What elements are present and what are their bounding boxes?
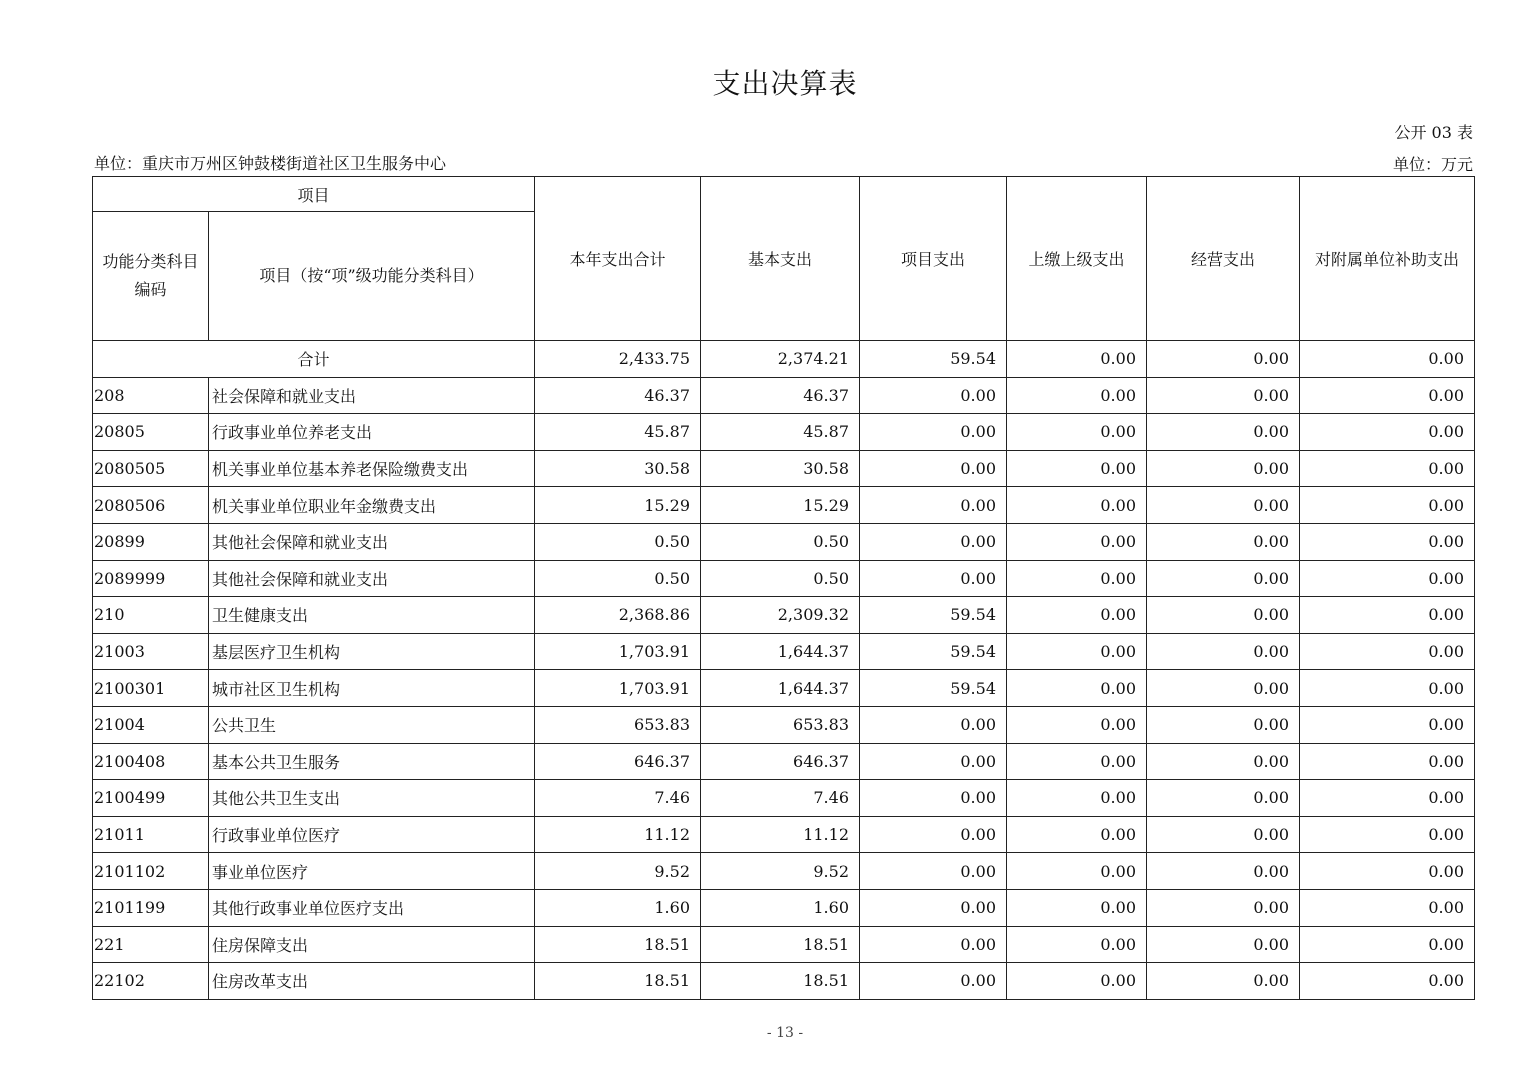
row-value: 46.37 <box>535 377 701 414</box>
row-name: 其他社会保障和就业支出 <box>209 560 535 597</box>
row-name: 基本公共卫生服务 <box>209 743 535 780</box>
row-value: 0.00 <box>1300 670 1475 707</box>
row-value: 0.00 <box>1007 963 1147 1000</box>
row-value: 0.00 <box>860 450 1007 487</box>
row-value: 0.00 <box>860 889 1007 926</box>
row-value: 18.51 <box>701 963 860 1000</box>
row-value: 0.00 <box>1300 597 1475 634</box>
row-value: 653.83 <box>535 706 701 743</box>
row-value: 0.00 <box>860 926 1007 963</box>
row-value: 59.54 <box>860 633 1007 670</box>
row-code: 2100408 <box>93 743 209 780</box>
header-subsidy: 对附属单位补助支出 <box>1300 177 1475 341</box>
row-code: 21011 <box>93 816 209 853</box>
row-value: 7.46 <box>535 780 701 817</box>
table-row <box>93 706 1475 743</box>
row-value: 646.37 <box>535 743 701 780</box>
row-name: 住房改革支出 <box>209 963 535 1000</box>
header-business: 经营支出 <box>1147 177 1300 341</box>
row-value: 11.12 <box>701 816 860 853</box>
row-value: 646.37 <box>701 743 860 780</box>
header-basic: 基本支出 <box>701 177 860 341</box>
total-cell: 0.00 <box>1007 341 1147 378</box>
row-value: 30.58 <box>535 450 701 487</box>
total-cell: 0.00 <box>1147 341 1300 378</box>
row-value: 0.50 <box>535 523 701 560</box>
table-row <box>93 743 1475 780</box>
row-value: 0.00 <box>860 560 1007 597</box>
row-value: 0.00 <box>1007 816 1147 853</box>
row-name: 卫生健康支出 <box>209 597 535 634</box>
row-code: 21004 <box>93 706 209 743</box>
row-code: 2080506 <box>93 487 209 524</box>
row-value: 0.00 <box>1147 706 1300 743</box>
row-name: 其他公共卫生支出 <box>209 780 535 817</box>
expenditure-table <box>92 176 1475 1000</box>
row-value: 0.00 <box>1007 487 1147 524</box>
row-code: 210 <box>93 597 209 634</box>
table-row <box>93 853 1475 890</box>
row-value: 0.00 <box>1147 377 1300 414</box>
row-value: 0.00 <box>1147 780 1300 817</box>
row-value: 11.12 <box>535 816 701 853</box>
row-value: 45.87 <box>701 414 860 451</box>
row-value: 0.50 <box>701 523 860 560</box>
row-value: 9.52 <box>701 853 860 890</box>
table-row <box>93 523 1475 560</box>
row-code: 2089999 <box>93 560 209 597</box>
row-value: 0.00 <box>1147 414 1300 451</box>
row-code: 20899 <box>93 523 209 560</box>
row-value: 0.00 <box>1300 450 1475 487</box>
row-name: 行政事业单位养老支出 <box>209 414 535 451</box>
row-value: 0.00 <box>1300 853 1475 890</box>
table-row <box>93 633 1475 670</box>
total-cell: 0.00 <box>1300 341 1475 378</box>
row-value: 30.58 <box>701 450 860 487</box>
row-value: 0.50 <box>535 560 701 597</box>
table-row <box>93 963 1475 1000</box>
table-row <box>93 597 1475 634</box>
row-value: 0.00 <box>1300 706 1475 743</box>
row-value: 0.00 <box>860 853 1007 890</box>
row-value: 0.00 <box>1147 450 1300 487</box>
row-name: 住房保障支出 <box>209 926 535 963</box>
row-value: 45.87 <box>535 414 701 451</box>
form-number: 公开 03 表 <box>1394 123 1473 142</box>
header-name: 项目（按“项”级功能分类科目） <box>209 212 535 341</box>
row-value: 0.00 <box>1007 377 1147 414</box>
total-row <box>93 341 1475 378</box>
row-value: 0.00 <box>1147 597 1300 634</box>
row-value: 0.00 <box>1007 670 1147 707</box>
row-name: 行政事业单位医疗 <box>209 816 535 853</box>
row-value: 0.00 <box>1147 963 1300 1000</box>
total-cell: 2,374.21 <box>701 341 860 378</box>
table-row <box>93 450 1475 487</box>
row-value: 46.37 <box>701 377 860 414</box>
row-value: 0.00 <box>1300 889 1475 926</box>
header-project-group: 项目 <box>93 177 535 212</box>
row-value: 7.46 <box>701 780 860 817</box>
row-value: 0.00 <box>1147 670 1300 707</box>
table-row <box>93 780 1475 817</box>
header-project: 项目支出 <box>860 177 1007 341</box>
row-code: 2100499 <box>93 780 209 817</box>
row-value: 0.00 <box>860 523 1007 560</box>
table-row <box>93 670 1475 707</box>
row-value: 653.83 <box>701 706 860 743</box>
row-value: 0.00 <box>1300 780 1475 817</box>
table-row <box>93 377 1475 414</box>
header-upper: 上缴上级支出 <box>1007 177 1147 341</box>
table-row <box>93 414 1475 451</box>
row-value: 0.00 <box>1147 523 1300 560</box>
row-value: 0.00 <box>1007 560 1147 597</box>
row-value: 1,703.91 <box>535 633 701 670</box>
row-value: 0.00 <box>1007 597 1147 634</box>
row-name: 机关事业单位职业年金缴费支出 <box>209 487 535 524</box>
row-name: 城市社区卫生机构 <box>209 670 535 707</box>
row-name: 其他社会保障和就业支出 <box>209 523 535 560</box>
row-value: 0.00 <box>1007 706 1147 743</box>
row-value: 0.00 <box>1147 633 1300 670</box>
row-value: 0.00 <box>1147 816 1300 853</box>
row-value: 1,644.37 <box>701 670 860 707</box>
row-value: 0.00 <box>1007 780 1147 817</box>
row-value: 0.00 <box>1300 633 1475 670</box>
row-value: 15.29 <box>535 487 701 524</box>
row-value: 0.00 <box>1007 450 1147 487</box>
row-value: 0.00 <box>1300 414 1475 451</box>
row-value: 0.00 <box>1007 889 1147 926</box>
row-value: 0.00 <box>1147 889 1300 926</box>
row-value: 0.00 <box>860 414 1007 451</box>
table-row <box>93 889 1475 926</box>
row-code: 2080505 <box>93 450 209 487</box>
row-value: 0.00 <box>1300 377 1475 414</box>
row-code: 2100301 <box>93 670 209 707</box>
row-code: 2101199 <box>93 889 209 926</box>
row-value: 0.00 <box>1147 853 1300 890</box>
row-value: 0.00 <box>1007 633 1147 670</box>
row-value: 9.52 <box>535 853 701 890</box>
row-value: 59.54 <box>860 670 1007 707</box>
row-value: 0.00 <box>1147 487 1300 524</box>
row-value: 18.51 <box>535 926 701 963</box>
row-name: 其他行政事业单位医疗支出 <box>209 889 535 926</box>
table-row <box>93 487 1475 524</box>
row-value: 0.00 <box>860 377 1007 414</box>
row-code: 21003 <box>93 633 209 670</box>
row-value: 0.00 <box>1007 743 1147 780</box>
row-value: 0.00 <box>860 780 1007 817</box>
row-value: 0.00 <box>1147 743 1300 780</box>
row-value: 0.00 <box>1147 926 1300 963</box>
row-value: 0.00 <box>1147 560 1300 597</box>
row-value: 0.00 <box>1300 963 1475 1000</box>
row-value: 0.50 <box>701 560 860 597</box>
reporting-unit: 单位：重庆市万州区钟鼓楼街道社区卫生服务中心 <box>94 154 447 173</box>
row-value: 18.51 <box>535 963 701 1000</box>
header-code: 功能分类科目编码 <box>93 212 209 341</box>
row-name: 基层医疗卫生机构 <box>209 633 535 670</box>
row-value: 0.00 <box>1007 853 1147 890</box>
row-value: 1,703.91 <box>535 670 701 707</box>
header-total: 本年支出合计 <box>535 177 701 341</box>
total-label: 合计 <box>93 341 535 378</box>
row-name: 机关事业单位基本养老保险缴费支出 <box>209 450 535 487</box>
page-number: - 13 - <box>766 1025 804 1041</box>
row-code: 20805 <box>93 414 209 451</box>
row-code: 208 <box>93 377 209 414</box>
document-title: 支出决算表 <box>712 67 858 100</box>
row-value: 59.54 <box>860 597 1007 634</box>
row-value: 18.51 <box>701 926 860 963</box>
row-value: 0.00 <box>860 487 1007 524</box>
row-value: 2,368.86 <box>535 597 701 634</box>
row-code: 22102 <box>93 963 209 1000</box>
total-cell: 59.54 <box>860 341 1007 378</box>
row-value: 0.00 <box>860 816 1007 853</box>
row-value: 0.00 <box>1300 560 1475 597</box>
row-value: 15.29 <box>701 487 860 524</box>
row-name: 社会保障和就业支出 <box>209 377 535 414</box>
row-code: 2101102 <box>93 853 209 890</box>
table-row <box>93 560 1475 597</box>
row-value: 1,644.37 <box>701 633 860 670</box>
row-code: 221 <box>93 926 209 963</box>
row-value: 0.00 <box>860 706 1007 743</box>
row-value: 0.00 <box>1300 743 1475 780</box>
row-value: 0.00 <box>1007 926 1147 963</box>
row-name: 事业单位医疗 <box>209 853 535 890</box>
row-value: 2,309.32 <box>701 597 860 634</box>
row-value: 0.00 <box>1300 816 1475 853</box>
row-value: 1.60 <box>701 889 860 926</box>
total-cell: 2,433.75 <box>535 341 701 378</box>
row-value: 0.00 <box>1007 523 1147 560</box>
row-name: 公共卫生 <box>209 706 535 743</box>
row-value: 0.00 <box>1007 414 1147 451</box>
row-value: 0.00 <box>1300 926 1475 963</box>
currency-unit: 单位：万元 <box>1392 155 1473 174</box>
table-row <box>93 816 1475 853</box>
row-value: 1.60 <box>535 889 701 926</box>
row-value: 0.00 <box>860 963 1007 1000</box>
row-value: 0.00 <box>1300 523 1475 560</box>
row-value: 0.00 <box>860 743 1007 780</box>
row-value: 0.00 <box>1300 487 1475 524</box>
table-row <box>93 926 1475 963</box>
